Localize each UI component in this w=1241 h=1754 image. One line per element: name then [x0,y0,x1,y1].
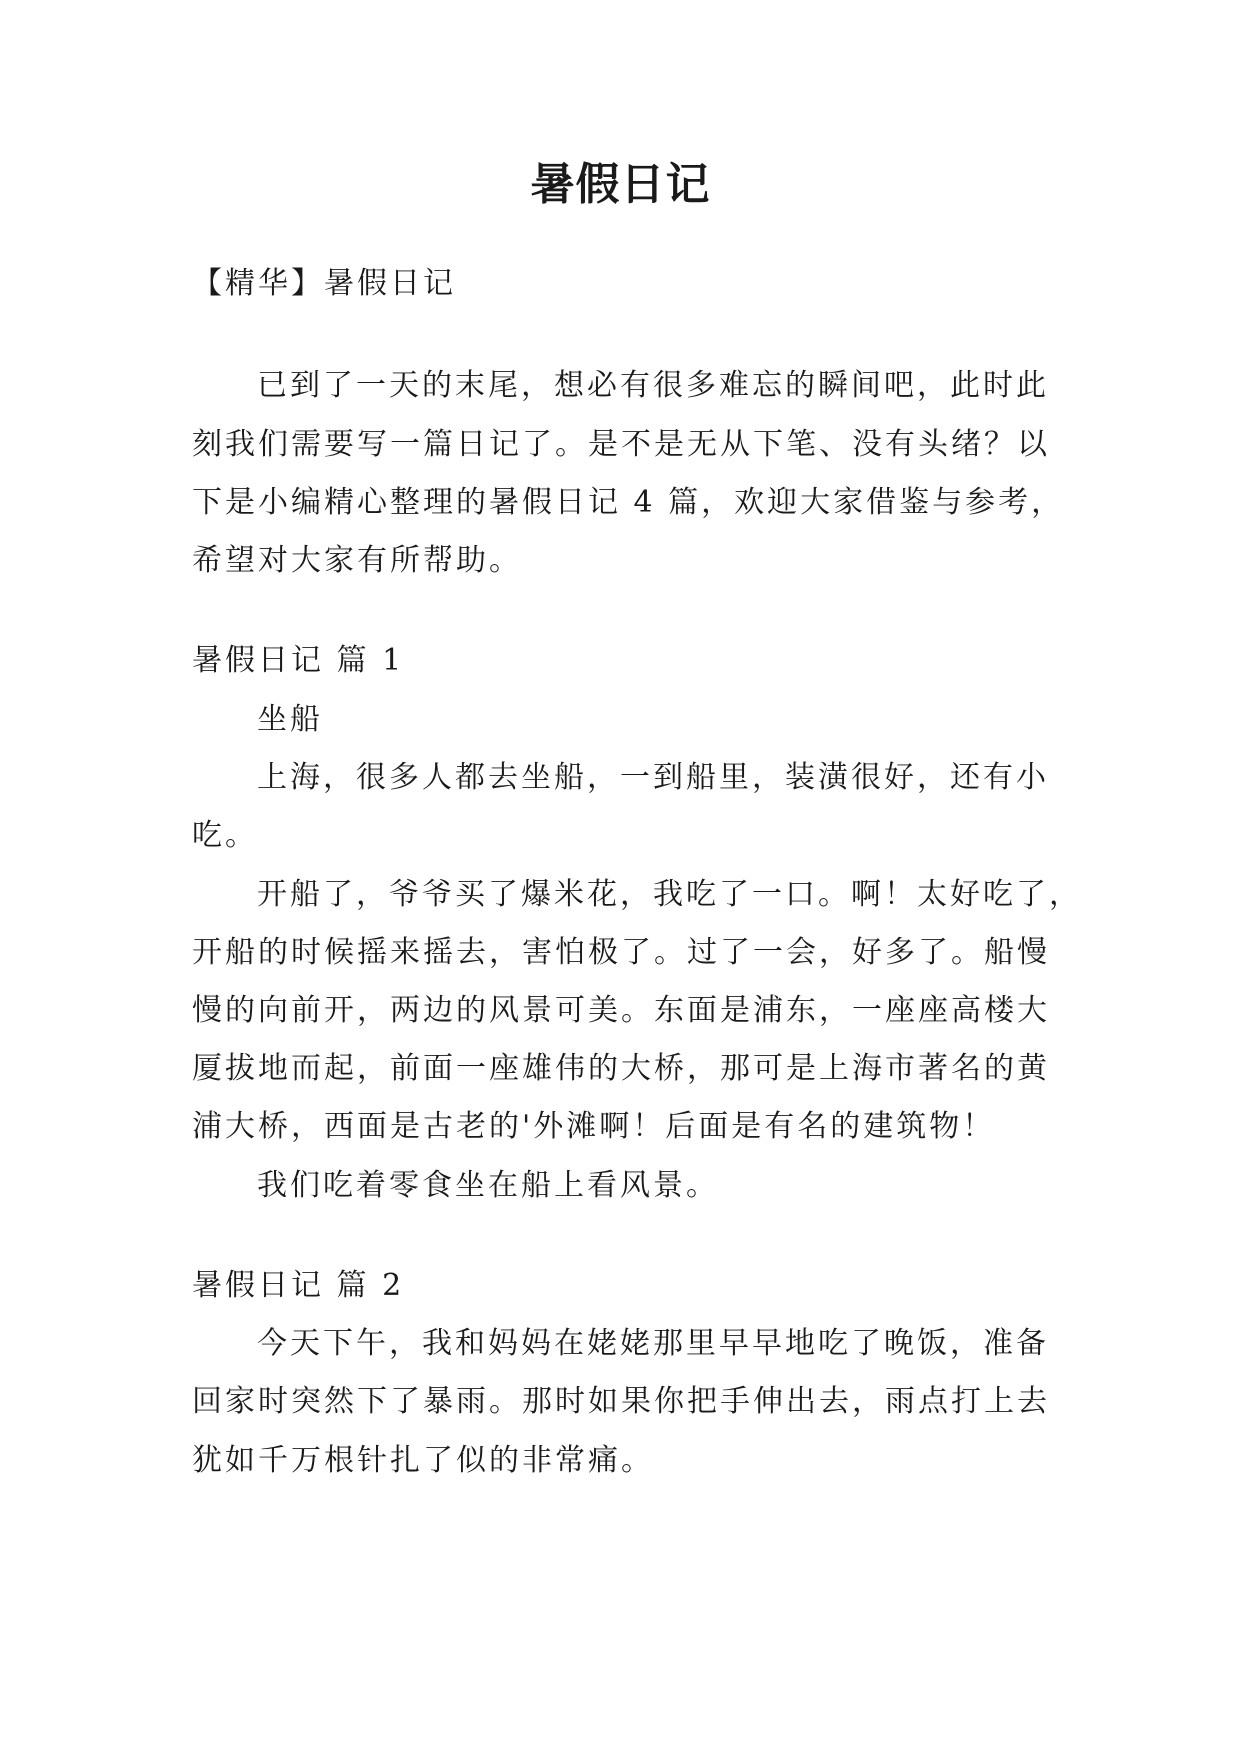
intro-line: 已到了一天的末尾，想必有很多难忘的瞬间吧，此时此 [257,368,1049,403]
section-1-line: 厦拔地而起，前面一座雄伟的大桥，那可是上海市著名的黄 [192,1051,1050,1086]
section-1-line: 开船了，爷爷买了爆米花，我吃了一口。啊！太好吃了， [257,877,1082,912]
intro-line: 希望对大家有所帮助。 [192,543,522,578]
intro-line: 下是小编精心整理的暑假日记 4 篇，欢迎大家借鉴与参考， [192,485,1065,520]
section-2-line: 犹如千万根针扎了似的非常痛。 [192,1443,654,1478]
section-heading-1: 暑假日记 篇 1 [192,643,405,678]
intro-line: 刻我们需要写一篇日记了。是不是无从下笔、没有头绪？以 [192,427,1050,462]
section-2-line: 今天下午，我和妈妈在姥姥那里早早地吃了晚饭，准备 [257,1326,1049,1361]
section-1-line: 慢的向前开，两边的风景可美。东面是浦东，一座座高楼大 [192,993,1050,1028]
section-1-line: 开船的时候摇来摇去，害怕极了。过了一会，好多了。船慢 [192,935,1050,970]
section-1-line: 上海，很多人都去坐船，一到船里，装潢很好，还有小 [257,760,1049,795]
document-title: 暑假日记 [530,159,711,210]
section-2-line: 回家时突然下了暴雨。那时如果你把手伸出去，雨点打上去 [192,1384,1050,1419]
section-heading-2: 暑假日记 篇 2 [192,1268,405,1303]
section-1-line: 我们吃着零食坐在船上看风景。 [257,1168,719,1203]
section-1-line: 浦大桥，西面是古老的'外滩啊！后面是有名的建筑物！ [192,1109,996,1144]
section-1-line: 吃。 [192,818,258,853]
article-subtitle: 【精华】暑假日记 [192,266,456,301]
section-1-line: 坐船 [257,702,323,737]
